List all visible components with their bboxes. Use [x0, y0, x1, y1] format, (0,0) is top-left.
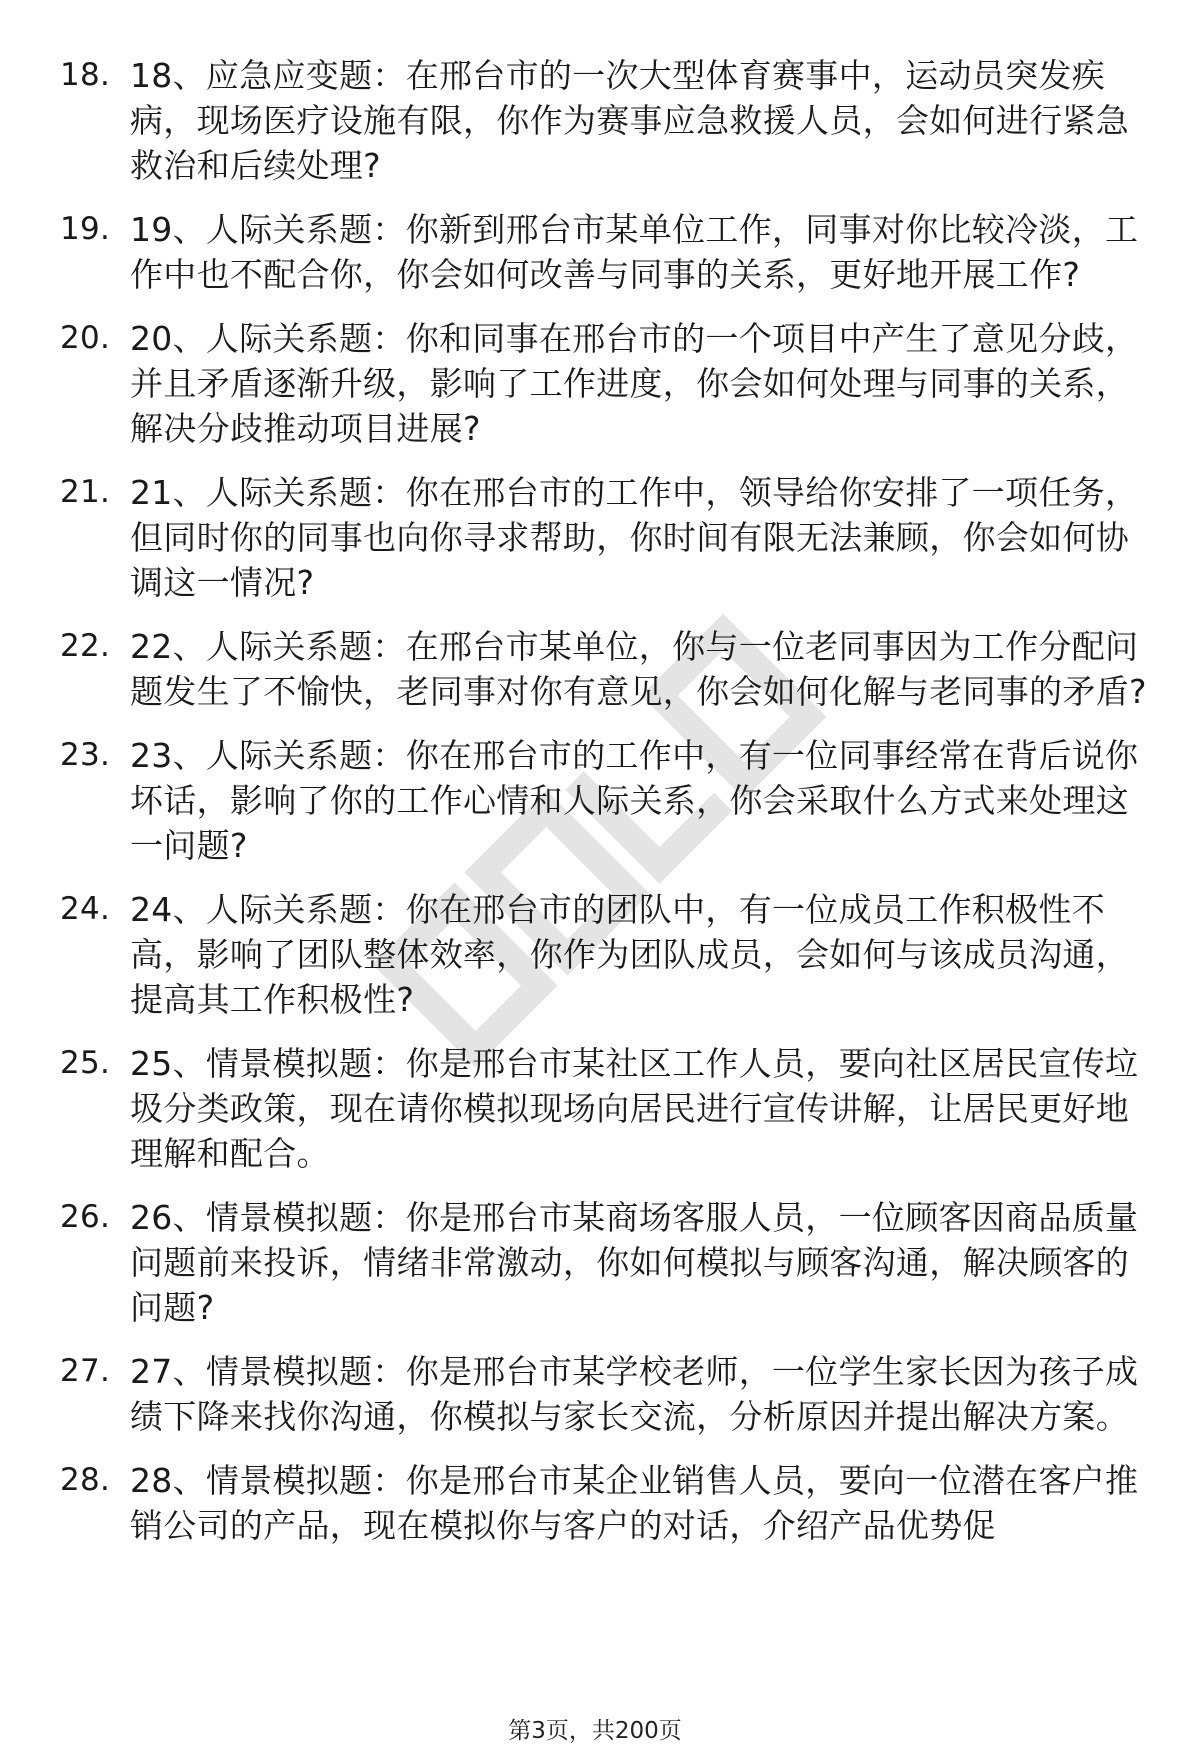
- question-item: [60, 887, 1160, 1022]
- question-number: 20.: [60, 320, 111, 356]
- question-number: 19.: [60, 211, 111, 247]
- question-number: 25.: [60, 1045, 111, 1081]
- question-item: [60, 1349, 1160, 1439]
- question-text: 18、应急应变题：在邢台市的一次大型体育赛事中，运动员突发疾病，现场医疗设施有限，你作为赛事应急救援人员，会如何进行紧急救治和后续处理?: [130, 56, 1129, 185]
- question-item: [60, 624, 1160, 714]
- question-item: [60, 316, 1160, 451]
- question-number: 22.: [60, 628, 111, 664]
- question-text: 28、情景模拟题：你是邢台市某企业销售人员，要向一位潜在客户推销公司的产品，现在模拟你与客户的对话，介绍产品优势促: [130, 1461, 1139, 1545]
- question-item: [60, 207, 1160, 297]
- question-item: [60, 1195, 1160, 1330]
- question-text: 27、情景模拟题：你是邢台市某学校老师，一位学生家长因为孩子成绩下降来找你沟通，你模拟与家长交流，分析原因并提出解决方案。: [130, 1352, 1139, 1436]
- question-list: [60, 53, 1160, 1567]
- question-text: 20、人际关系题：你和同事在邢台市的一个项目中产生了意见分歧，并且矛盾逐渐升级，影响了工作进度，你会如何处理与同事的关系，解决分歧推动项目进展?: [130, 319, 1139, 448]
- page-footer: 第3页，共200页: [508, 1718, 682, 1744]
- question-number: 21.: [60, 474, 111, 510]
- question-text: 24、人际关系题：你在邢台市的团队中，有一位成员工作积极性不高，影响了团队整体效率，你作为团队成员，会如何与该成员沟通，提高其工作积极性?: [130, 890, 1129, 1019]
- question-number: 26.: [60, 1199, 111, 1235]
- question-number: 24.: [60, 891, 111, 927]
- question-item: [60, 733, 1160, 868]
- question-number: 23.: [60, 737, 111, 773]
- question-item: [60, 1041, 1160, 1176]
- question-item: [60, 470, 1160, 605]
- question-text: 22、人际关系题：在邢台市某单位，你与一位老同事因为工作分配问题发生了不愉快，老同事对你有意见，你会如何化解与老同事的矛盾?: [130, 627, 1147, 711]
- question-item: [60, 53, 1160, 188]
- question-text: 26、情景模拟题：你是邢台市某商场客服人员，一位顾客因商品质量问题前来投诉，情绪非常激动，你如何模拟与顾客沟通，解决顾客的问题?: [130, 1198, 1139, 1327]
- question-number: 28.: [60, 1462, 111, 1498]
- question-text: 21、人际关系题：你在邢台市的工作中，领导给你安排了一项任务，但同时你的同事也向你寻求帮助，你时间有限无法兼顾，你会如何协调这一情况?: [130, 473, 1139, 602]
- question-text: 23、人际关系题：你在邢台市的工作中，有一位同事经常在背后说你坏话，影响了你的工作心情和人际关系，你会采取什么方式来处理这一问题?: [130, 736, 1139, 865]
- question-number: 27.: [60, 1353, 111, 1389]
- question-text: 19、人际关系题：你新到邢台市某单位工作，同事对你比较冷淡，工作中也不配合你，你会如何改善与同事的关系，更好地开展工作?: [130, 210, 1139, 294]
- question-text: 25、情景模拟题：你是邢台市某社区工作人员，要向社区居民宣传垃圾分类政策，现在请你模拟现场向居民进行宣传讲解，让居民更好地理解和配合。: [130, 1044, 1139, 1173]
- question-item: [60, 1458, 1160, 1548]
- question-number: 18.: [60, 57, 111, 93]
